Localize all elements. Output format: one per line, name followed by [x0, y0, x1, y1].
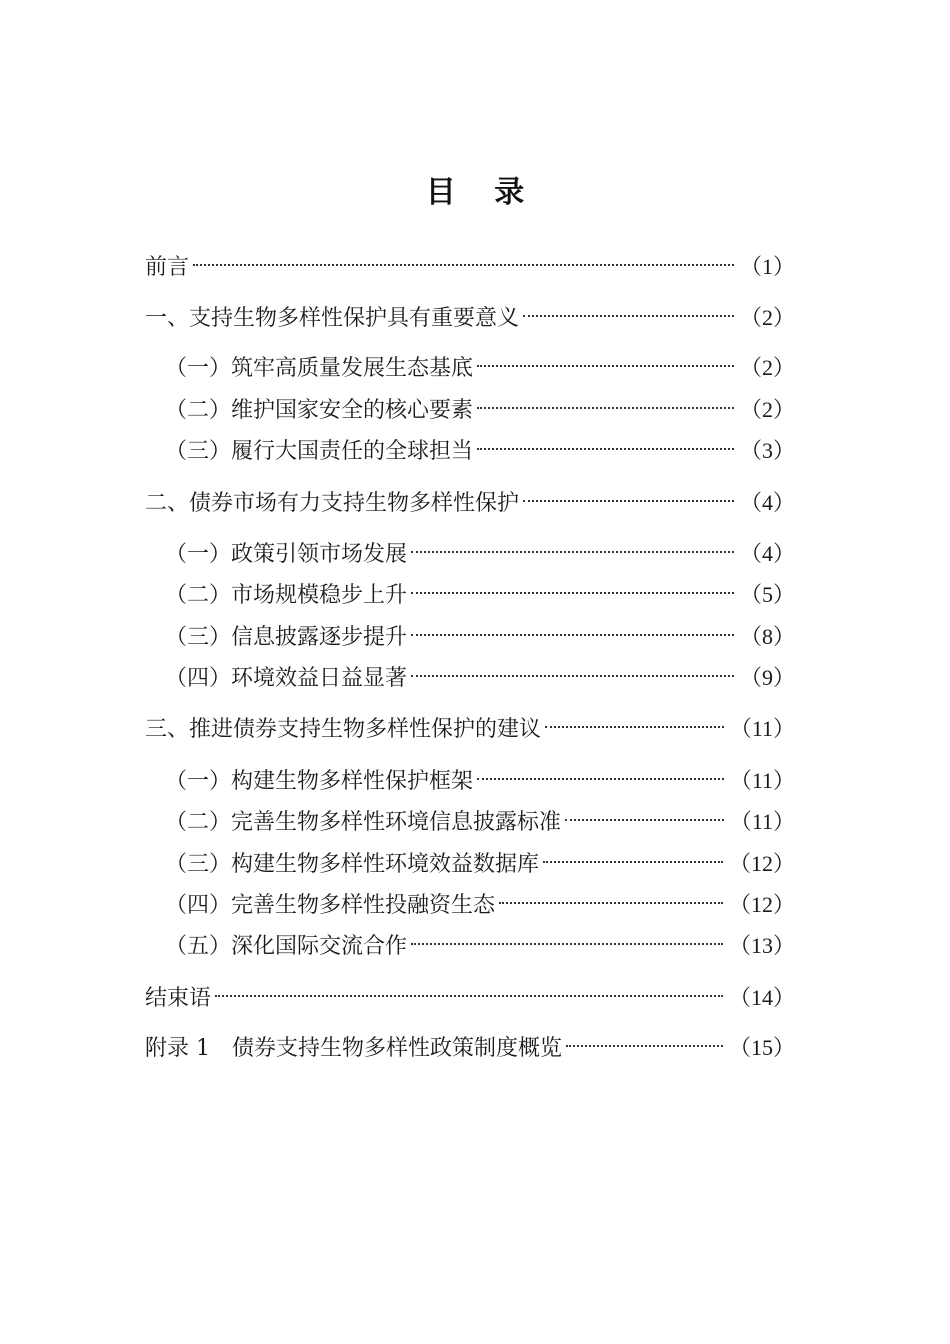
toc-entry-page: （3） [739, 438, 795, 463]
dot-leader [411, 655, 734, 685]
dot-leader [523, 295, 734, 325]
toc-entry-label: 一、支持生物多样性保护具有重要意义 [145, 306, 520, 331]
toc-entry-page: （2） [739, 305, 795, 330]
dot-leader [566, 1025, 723, 1055]
toc-entry-page: （4） [739, 541, 795, 566]
toc-entry-label: 结束语 [145, 986, 212, 1011]
toc-entry-section-1-1[interactable] [165, 345, 795, 381]
toc-entry-section-2-2[interactable] [165, 572, 795, 608]
dot-leader [499, 882, 723, 912]
toc-entry-section-3-2[interactable] [165, 799, 795, 835]
dot-leader [411, 531, 734, 561]
toc-entry-section-2-4[interactable] [165, 655, 795, 691]
toc-entry-page: （4） [739, 490, 795, 515]
toc-entry-page: （12） [728, 892, 795, 917]
dot-leader [477, 345, 734, 375]
dot-leader [523, 480, 734, 510]
dot-leader [411, 923, 723, 953]
toc-entry-page: （9） [739, 665, 795, 690]
toc-entry-label: （三）履行大国责任的全球担当 [165, 439, 474, 464]
toc-entry-label: （四）完善生物多样性投融资生态 [165, 893, 496, 918]
toc-entry-page: （2） [739, 397, 795, 422]
dot-leader [477, 758, 724, 788]
toc-entry-section-2-3[interactable] [165, 614, 795, 650]
toc-entry-label: （一）构建生物多样性保护框架 [165, 769, 474, 794]
dot-leader [215, 975, 723, 1005]
toc-entry-section-3-3[interactable] [165, 841, 795, 877]
toc-entry-page: （8） [739, 624, 795, 649]
toc-entry-label: 前言 [145, 255, 190, 280]
toc-entry-label: 二、债券市场有力支持生物多样性保护 [145, 491, 520, 516]
toc-entry-section-1-2[interactable] [165, 387, 795, 423]
toc-entry-section-2-1[interactable] [165, 531, 795, 567]
dot-leader [477, 428, 734, 458]
toc-entry-page: （2） [739, 355, 795, 380]
toc-entry-label: （二）完善生物多样性环境信息披露标准 [165, 810, 562, 835]
toc-entry-page: （1） [739, 254, 795, 279]
toc-entry-conclusion[interactable] [145, 975, 795, 1011]
dot-leader [411, 572, 734, 602]
toc-entry-section-3[interactable] [145, 706, 795, 742]
toc-entry-page: （11） [729, 768, 795, 793]
toc-entry-section-3-5[interactable] [165, 923, 795, 959]
toc-entry-label: 三、推进债券支持生物多样性保护的建议 [145, 717, 542, 742]
toc-entry-section-1-3[interactable] [165, 428, 795, 464]
dot-leader [193, 244, 734, 274]
toc-entry-label: （四）环境效益日益显著 [165, 666, 408, 691]
toc-entry-page: （13） [728, 933, 795, 958]
toc-entry-label: （二）维护国家安全的核心要素 [165, 398, 474, 423]
toc-entry-appendix-1[interactable] [145, 1025, 795, 1061]
toc-entry-label: 附录 1 债券支持生物多样性政策制度概览 [145, 1036, 562, 1061]
toc-entry-preface[interactable] [145, 244, 795, 280]
toc-entry-page: （15） [728, 1035, 795, 1060]
toc-entry-page: （11） [729, 809, 795, 834]
toc-entry-page: （12） [728, 851, 795, 876]
dot-leader [545, 706, 724, 736]
toc-entry-label: （三）构建生物多样性环境效益数据库 [165, 852, 540, 877]
toc-entry-section-1[interactable] [145, 295, 795, 331]
toc-entry-page: （11） [729, 716, 795, 741]
page-title: 目 录 [425, 175, 539, 211]
toc-entry-page: （5） [739, 582, 795, 607]
dot-leader [565, 799, 724, 829]
toc-entry-label: （一）政策引领市场发展 [165, 542, 408, 567]
toc-entry-label: （一）筑牢高质量发展生态基底 [165, 356, 474, 381]
dot-leader [543, 841, 723, 871]
toc-entry-label: （五）深化国际交流合作 [165, 934, 408, 959]
toc-entry-label: （二）市场规模稳步上升 [165, 583, 408, 608]
toc-entry-label: （三）信息披露逐步提升 [165, 625, 408, 650]
toc-entry-section-3-1[interactable] [165, 758, 795, 794]
dot-leader [411, 614, 734, 644]
toc-entry-section-3-4[interactable] [165, 882, 795, 918]
toc-entry-section-2[interactable] [145, 480, 795, 516]
dot-leader [477, 387, 734, 417]
toc-entry-page: （14） [728, 985, 795, 1010]
